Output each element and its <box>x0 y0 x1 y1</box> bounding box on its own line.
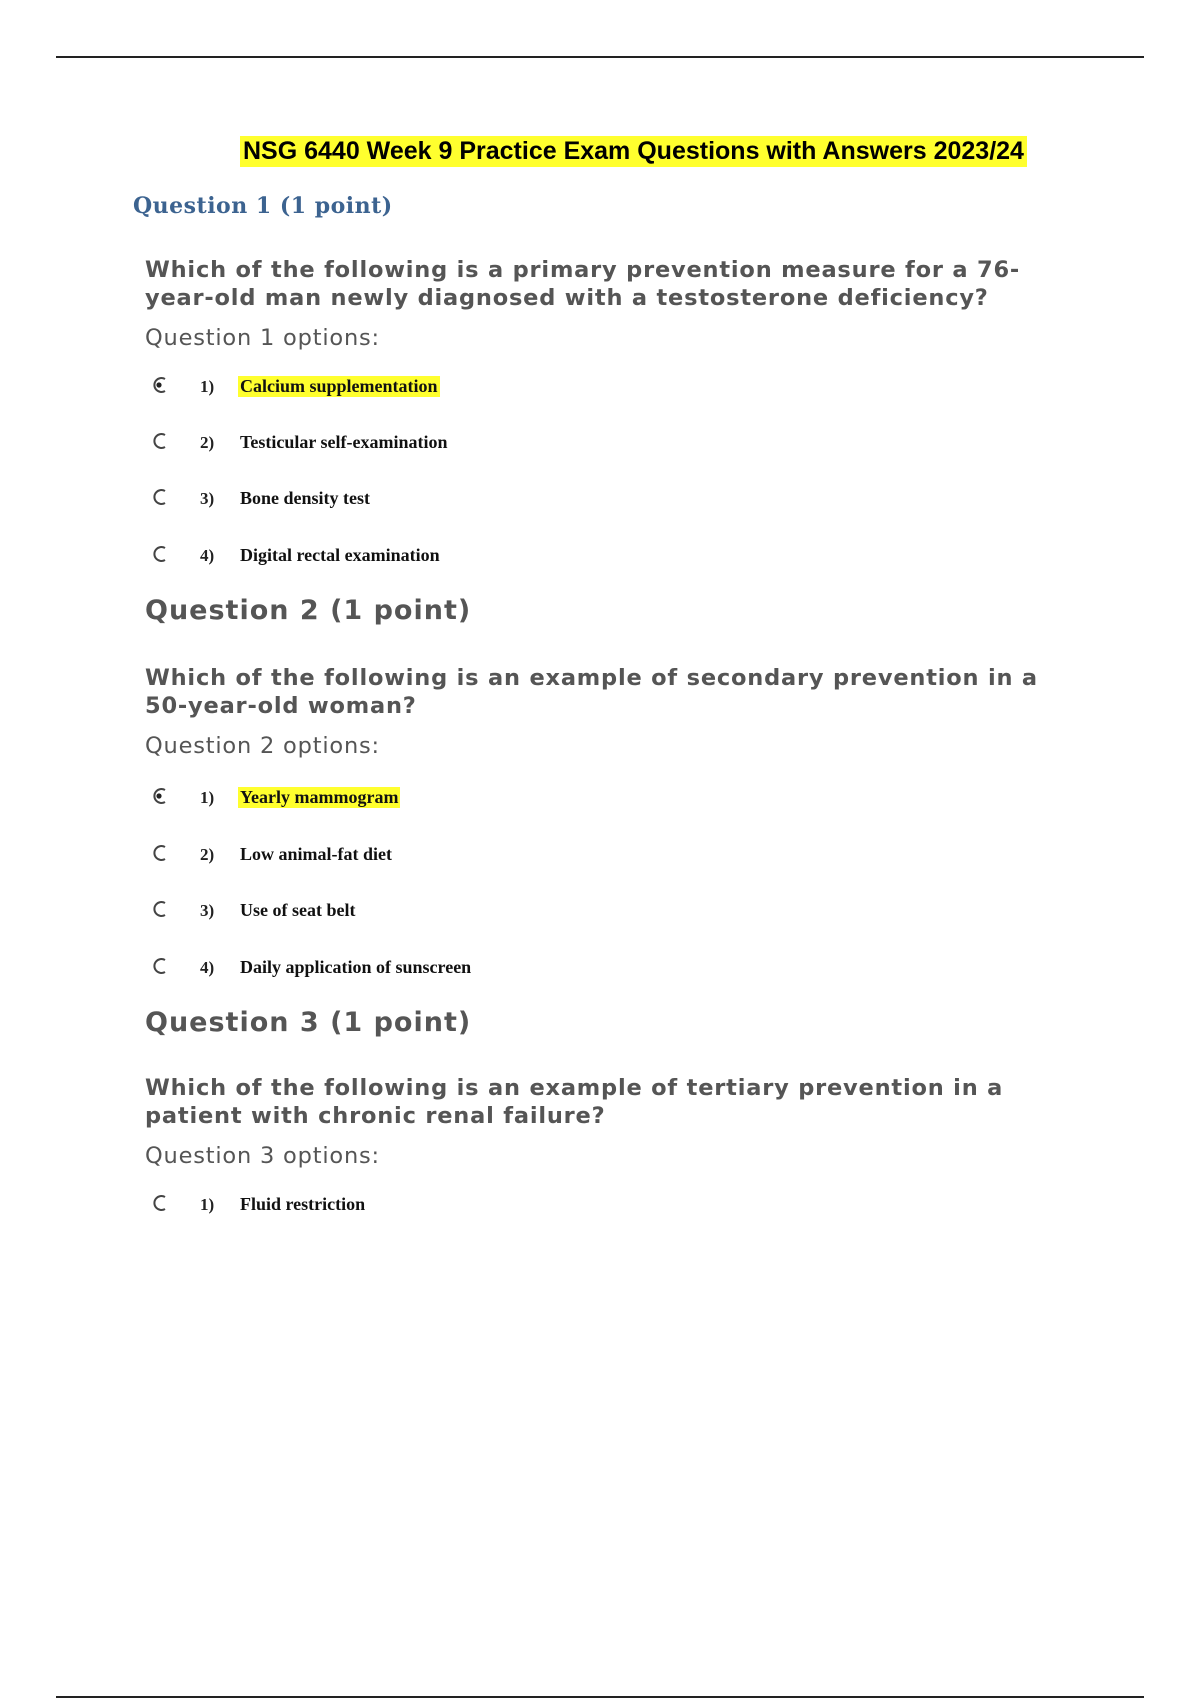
question-2-option-4[interactable] <box>150 951 472 981</box>
option-label: Calcium supplementation <box>240 376 438 396</box>
option-label: Digital rectal examination <box>240 545 440 565</box>
option-number: 1) <box>200 377 215 396</box>
radio-icon[interactable] <box>150 431 170 451</box>
question-3-text: Which of the following is an example of tertiary prevention in a patient with chronic renal failure? <box>145 1075 1004 1129</box>
option-label: Bone density test <box>240 488 370 508</box>
question-1-option-1[interactable] <box>150 370 438 400</box>
question-1-option-2[interactable] <box>150 426 448 456</box>
option-label: Use of seat belt <box>240 900 356 920</box>
radio-icon[interactable] <box>150 487 170 507</box>
option-label: Fluid restriction <box>240 1194 366 1214</box>
question-1-options-label: Question 1 options: <box>145 325 380 351</box>
radio-selected-icon[interactable] <box>150 375 170 395</box>
radio-icon[interactable] <box>150 1193 170 1213</box>
bottom-rule <box>56 1696 1144 1698</box>
option-number: 1) <box>200 1195 215 1214</box>
top-rule <box>56 56 1144 58</box>
option-number: 3) <box>200 901 215 920</box>
option-number: 2) <box>200 845 215 864</box>
question-3-options-label: Question 3 options: <box>145 1143 380 1169</box>
option-label: Testicular self-examination <box>240 432 448 452</box>
question-1-text: Which of the following is a primary prevention measure for a 76-year-old man newly diagnosed with a testosterone deficiency? <box>145 257 1021 311</box>
question-2-option-2[interactable] <box>150 838 392 868</box>
option-number: 4) <box>200 958 215 977</box>
option-number: 3) <box>200 489 215 508</box>
radio-icon[interactable] <box>150 544 170 564</box>
question-2-option-3[interactable] <box>150 894 356 924</box>
radio-selected-icon[interactable] <box>150 786 170 806</box>
option-label: Low animal-fat diet <box>240 844 392 864</box>
question-3-option-1[interactable] <box>150 1188 366 1218</box>
radio-icon[interactable] <box>150 899 170 919</box>
question-2-option-1[interactable] <box>150 781 399 811</box>
question-2-text: Which of the following is an example of secondary prevention in a 50-year-old woman? <box>145 665 1038 719</box>
question-1-option-4[interactable] <box>150 539 440 569</box>
question-2-heading: Question 2 (1 point) <box>145 595 472 626</box>
option-number: 1) <box>200 788 215 807</box>
option-label: Daily application of sunscreen <box>240 957 472 977</box>
option-label: Yearly mammogram <box>240 787 399 807</box>
radio-icon[interactable] <box>150 956 170 976</box>
option-number: 2) <box>200 433 215 452</box>
document-title: NSG 6440 Week 9 Practice Exam Questions with Answers 2023/24 <box>240 136 1027 167</box>
radio-icon[interactable] <box>150 843 170 863</box>
option-number: 4) <box>200 546 215 565</box>
question-3-heading: Question 3 (1 point) <box>145 1007 472 1038</box>
question-1-option-3[interactable] <box>150 482 370 512</box>
question-2-options-label: Question 2 options: <box>145 733 380 759</box>
question-1-heading: Question 1 (1 point) <box>133 193 393 219</box>
